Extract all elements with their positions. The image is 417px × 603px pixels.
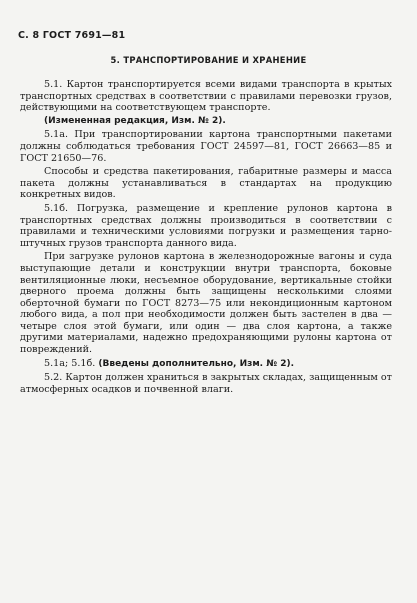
paragraph-5-1: 5.1. Картон транспортируется всеми видами транспорта в крытых транспортных средствах в соответствии с правилами перевозки грузов, действующими на соответствующем транспорте. [20,79,392,114]
paragraph-5-1b: 5.1б. Погрузка, размещение и крепление рулонов картона в транспортных средствах должны производиться в соответствии с правилами и техническими условиями погрузки и размещения тарно-штучных грузов транспорта данного вида. [20,202,392,249]
paragraph-5-2: 5.2. Картон должен храниться в закрытых складах, защищенным от атмосферных осадков и почвенной влаги. [20,372,392,395]
paragraph-5-1a: 5.1а. При транспортировании картона транспортными пакетами должны соблюдаться требования ГОСТ 24597—81, ГОСТ 26663—85 и ГОСТ 21650—76. [20,129,392,164]
section-title: 5. ТРАНСПОРТИРОВАНИЕ И ХРАНЕНИЕ [110,55,307,65]
amendment-note-added [20,358,392,371]
amendment-note: (Измененная редакция, Изм. № 2). [44,115,226,126]
amendment-text: (Введены дополнительно, Изм. № 2). [98,358,294,369]
section-body [20,79,392,397]
paragraph-packaging: Способы и средства пакетирования, габаритные размеры и масса пакета должны устанавливаться в стандартах на продукцию конкретных видов. [20,166,392,201]
paragraph-loading: При загрузке рулонов картона в железнодорожные вагоны и суда выступающие детали и конструкции внутри транспорта, боковые вентиляционные люки, несъемное оборудование, вертикальные стойки дверного проема должны быть защищены несколькими слоями оберточной бумаги по ГОСТ 8273—75 или некондиционным картоном любого вида, а пол при необходимости должен быть застелен в два — четыре слоя этой бумаги, или один — два слоя картона, а также другими материалами, надежно предохраняющими рулоны картона от повреждений. [20,251,392,356]
page-header: С. 8 ГОСТ 7691—81 [18,30,126,41]
amendment-prefix: 5.1а; 5.1б. [44,357,96,369]
